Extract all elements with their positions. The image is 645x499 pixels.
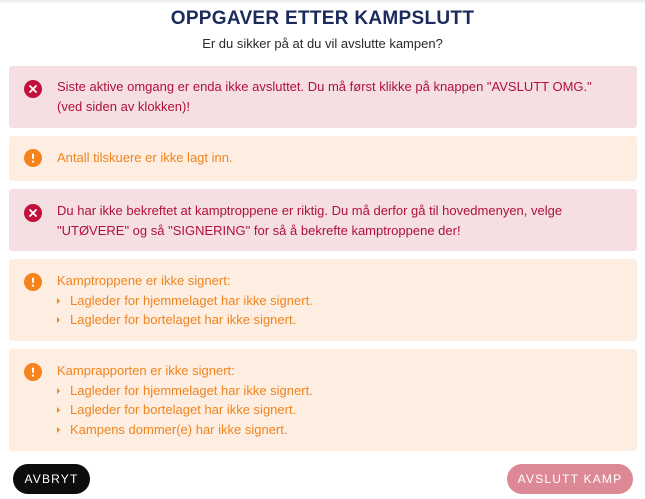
alert-text-line: Du har ikke bekreftet at kamptroppene er riktig. Du må derfor gå til hovedmenyen, velge bbox=[57, 203, 563, 218]
alert-heading: Kamptroppene er ikke signert: bbox=[57, 273, 231, 288]
x-circle-icon bbox=[24, 204, 42, 222]
list-item: Lagleder for hjemmelaget har ikke signert. bbox=[57, 381, 619, 401]
alert-text-line: Siste aktive omgang er enda ikke avsluttet. Du må først klikke på knappen "AVSLUTT OMG." bbox=[57, 79, 592, 94]
alert-open-period bbox=[9, 66, 637, 128]
alert-text: Antall tilskuere er ikke lagt inn. bbox=[57, 150, 233, 165]
alert-list bbox=[57, 291, 619, 330]
dialog-subtitle: Er du sikker på at du vil avslutte kampen? bbox=[202, 36, 443, 51]
alert-spectators bbox=[9, 136, 637, 181]
finish-match-button[interactable]: AVSLUTT KAMP bbox=[507, 464, 633, 494]
alert-squad-confirmation bbox=[9, 189, 637, 251]
dialog-title: OPPGAVER ETTER KAMPSLUTT bbox=[170, 8, 475, 29]
list-item: Kampens dommer(e) har ikke signert. bbox=[57, 420, 619, 440]
alert-heading: Kamprapporten er ikke signert: bbox=[57, 363, 235, 378]
alert-list bbox=[57, 381, 619, 440]
exclamation-circle-icon bbox=[24, 363, 42, 381]
top-edge-shadow bbox=[0, 0, 645, 4]
x-circle-icon bbox=[24, 80, 42, 98]
alert-squads-not-signed bbox=[9, 259, 637, 341]
cancel-button[interactable]: AVBRYT bbox=[13, 464, 90, 494]
list-item: Lagleder for bortelaget har ikke signert. bbox=[57, 310, 619, 330]
alert-text-line: "UTØVERE" og så "SIGNERING" for så å bekrefte kamptroppene der! bbox=[57, 222, 461, 238]
exclamation-circle-icon bbox=[24, 273, 42, 291]
alert-report-not-signed bbox=[9, 349, 637, 451]
list-item: Lagleder for bortelaget har ikke signert. bbox=[57, 400, 619, 420]
alert-text-line: (ved siden av klokken)! bbox=[57, 98, 190, 114]
list-item: Lagleder for hjemmelaget har ikke signert. bbox=[57, 291, 619, 311]
exclamation-circle-icon bbox=[24, 149, 42, 167]
